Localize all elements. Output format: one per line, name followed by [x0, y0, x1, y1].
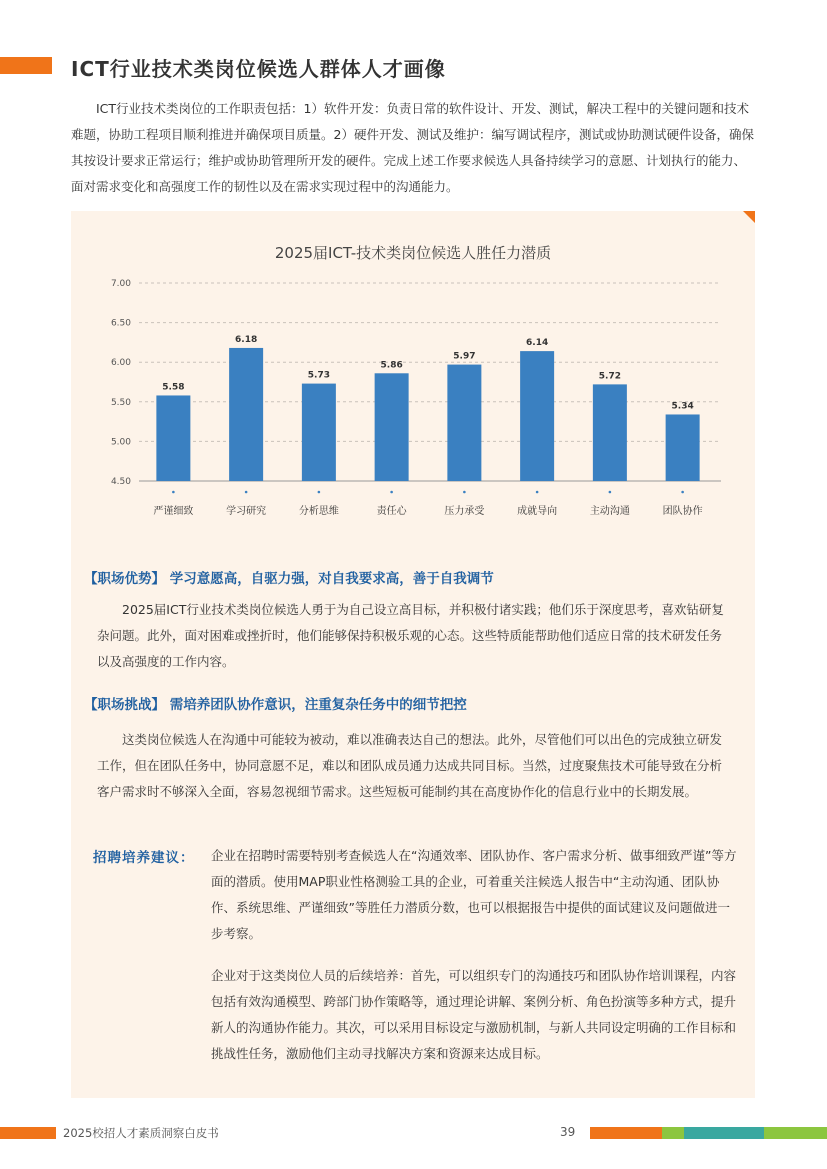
category-marker	[463, 491, 466, 494]
y-tick-label: 5.00	[110, 437, 131, 448]
category-marker	[390, 491, 393, 494]
data-label: 6.18	[235, 334, 258, 345]
category-marker	[172, 491, 175, 494]
challenge-body: 这类岗位候选人在沟通中可能较为被动，难以准确表达自己的想法。此外，尽管他们可以出色的完成独立研发工作，但在团队任务中，协同意愿不足，难以和团队成员通力达成共同目标。当然，过度聚焦技术可能导致在分析客户需求时不够深入全面，容易忽视细节需求。这些短板可能制约其在高度协作化的信息行业中的长期发展。	[97, 732, 723, 799]
y-tick-label: 4.50	[110, 477, 131, 487]
recommendation-label: 招聘培养建议：	[93, 850, 195, 866]
footer-color-bars	[590, 1127, 827, 1139]
y-tick-label: 5.50	[110, 397, 131, 408]
recommendation-para-1: 企业在招聘时需要特别考查候选人在“沟通效率、团队协作、客户需求分析、做事细致严谨”等方面的潜质。使用MAP职业性格测验工具的企业，可着重关注候选人报告中“主动沟通、团队协作、系统思维、严谨细致”等胜任力潜质分数，也可以根据报告中提供的面试建议及问题做进一步考察。	[211, 848, 737, 941]
data-label: 6.14	[526, 338, 549, 349]
data-label: 5.97	[453, 351, 476, 362]
category-marker	[245, 491, 248, 494]
footer-color-segment	[684, 1127, 764, 1139]
x-category-label: 学习研究	[226, 506, 267, 517]
category-marker	[681, 491, 684, 494]
recommendation-para-2: 企业对于这类岗位人员的后续培养：首先，可以组织专门的沟通技巧和团队协作培训课程，内容包括有效沟通模型、跨部门协作策略等，通过理论讲解、案例分析、角色扮演等多种方式，提升新人的沟通协作能力。其次，可以采用目标设定与激励机制，与新人共同设定明确的工作目标和挑战性任务，激励他们主动寻找解决方案和资源来达成目标。	[211, 968, 737, 1061]
footer-title: 2025校招人才素质洞察白皮书	[63, 1126, 219, 1140]
footer-color-segment	[764, 1127, 827, 1139]
bar-团队协作	[666, 414, 700, 481]
footer-color-segment	[590, 1127, 662, 1139]
y-tick-label: 6.50	[110, 318, 131, 329]
panel-corner-accent	[743, 211, 755, 223]
bar-压力承受	[447, 365, 481, 481]
y-tick-label: 7.00	[110, 279, 131, 289]
page-number: 39	[560, 1125, 576, 1139]
x-category-label: 分析思维	[298, 506, 339, 517]
content-panel	[71, 211, 755, 1098]
bar-成就导向	[520, 351, 554, 481]
category-marker	[318, 491, 321, 494]
bar-主动沟通	[593, 384, 627, 481]
data-label: 5.34	[671, 401, 694, 412]
page-title: ICT行业技术类岗位候选人群体人才画像	[71, 57, 446, 81]
category-marker	[609, 491, 612, 494]
x-category-label: 责任心	[376, 506, 407, 517]
x-category-label: 主动沟通	[589, 506, 630, 517]
data-label: 5.58	[162, 382, 185, 393]
x-category-label: 压力承受	[444, 506, 485, 517]
bar-chart	[71, 271, 755, 531]
bar-严谨细致	[156, 395, 190, 481]
bar-责任心	[375, 373, 409, 481]
data-label: 5.86	[380, 360, 403, 371]
x-category-label: 严谨细致	[153, 506, 194, 517]
intro-paragraph: ICT行业技术类岗位的工作职责包括：1）软件开发：负责日常的软件设计、开发、测试，解决工程中的关键问题和技术难题，协助工程项目顺利推进并确保项目质量。2）硬件开发、测试及维护：编写调试程序，测试或协助测试硬件设备，确保其按设计要求正常运行；维护或协助管理所开发的硬件。完成上述工作要求候选人具备持续学习的意愿、计划执行的能力、面对需求变化和高强度工作的韧性以及在需求实现过程中的沟通能力。	[71, 101, 754, 194]
data-label: 5.73	[307, 370, 330, 381]
footer-accent-bar	[0, 1127, 56, 1139]
y-tick-label: 6.00	[110, 358, 131, 369]
x-category-label: 团队协作	[662, 506, 703, 517]
challenge-heading: 【职场挑战】 需培养团队协作意识，注重复杂任务中的细节把控	[84, 697, 467, 713]
advantage-heading: 【职场优势】 学习意愿高，自驱力强，对自我要求高，善于自我调节	[84, 571, 494, 587]
footer-color-segment	[662, 1127, 684, 1139]
bar-分析思维	[302, 384, 336, 481]
x-category-label: 成就导向	[517, 506, 558, 517]
advantage-body: 2025届ICT行业技术类岗位候选人勇于为自己设立高目标，并积极付诸实践；他们乐于深度思考，喜欢钻研复杂问题。此外，面对困难或挫折时，他们能够保持积极乐观的心态。这些特质能帮助他们适应日常的技术研发任务以及高强度的工作内容。	[97, 602, 724, 669]
data-label: 5.72	[598, 371, 621, 382]
title-accent-bar	[0, 57, 52, 74]
chart-title: 2025届ICT-技术类岗位候选人胜任力潜质	[274, 244, 552, 262]
category-marker	[536, 491, 539, 494]
bar-学习研究	[229, 348, 263, 481]
